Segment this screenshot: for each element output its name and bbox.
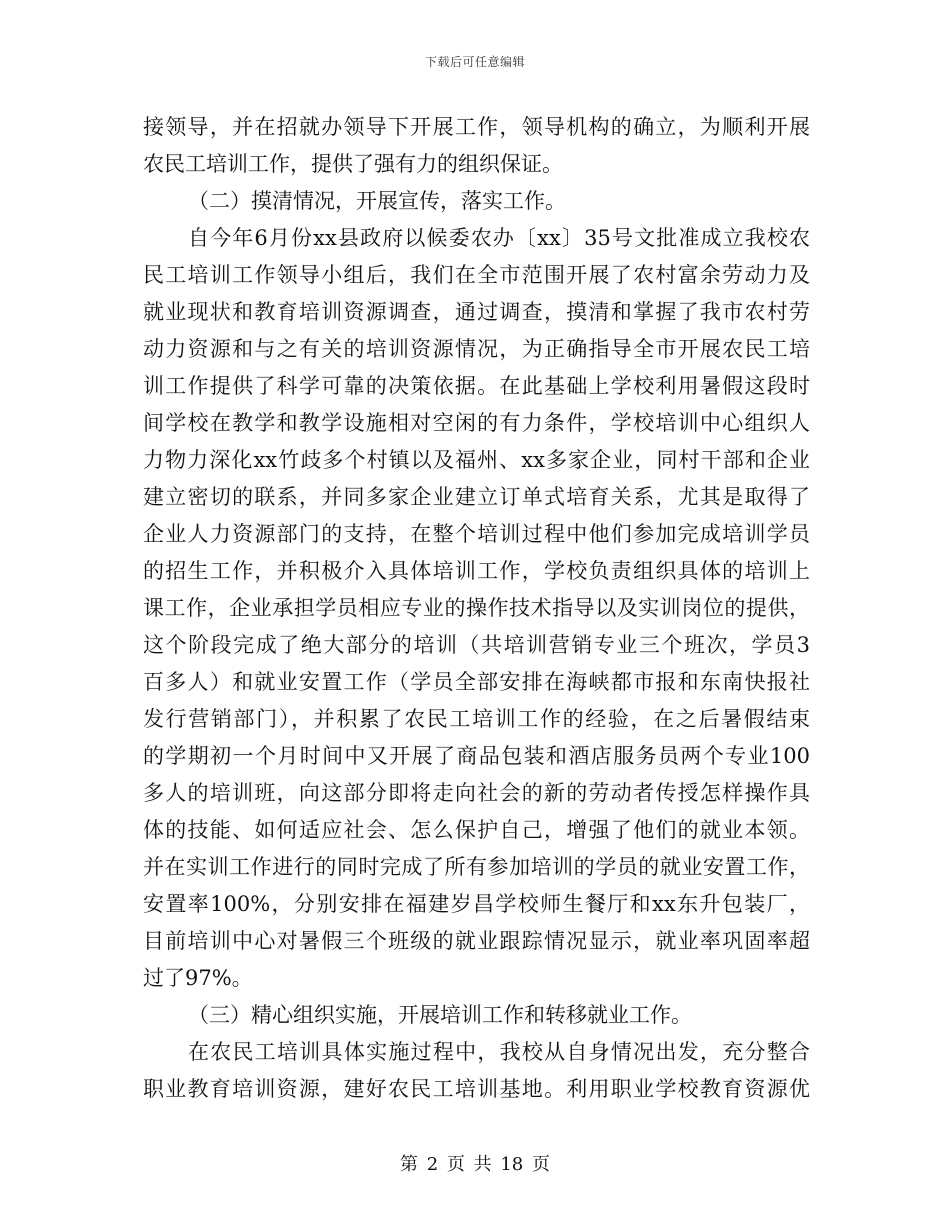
paragraph-line: 的招生工作，并积极介入具体培训工作，学校负责组织具体的培训上: [143, 559, 810, 583]
paragraph-line: 百多人）和就业安置工作（学员全部安排在海峡都市报和东南快报社: [143, 670, 810, 694]
paragraph-line: 自今年6月份xx县政府以候委农办〔xx〕35号文批准成立我校农: [188, 226, 810, 250]
paragraph-line: 力物力深化xx竹歧多个村镇以及福州、xx多家企业，同村干部和企业: [143, 448, 810, 472]
paragraph-line: 这个阶段完成了绝大部分的培训（共培训营销专业三个班次，学员3: [143, 633, 810, 657]
paragraph-line: 民工培训工作领导小组后，我们在全市范围开展了农村富余劳动力及: [143, 263, 810, 287]
paragraph: [143, 1034, 810, 1108]
paragraph-line: 农民工培训工作，提供了强有力的组织保证。: [143, 152, 563, 176]
paragraph-line: 接领导，并在招就办领导下开展工作，领导机构的确立，为顺利开展: [143, 115, 810, 139]
paragraph-line: 训工作提供了科学可靠的决策依据。在此基础上学校利用暑假这段时: [143, 374, 810, 398]
paragraph-line: 目前培训中心对暑假三个班级的就业跟踪情况显示，就业率巩固率超: [143, 929, 810, 953]
paragraph-line: 发行营销部门），并积累了农民工培训工作的经验，在之后暑假结束: [143, 707, 810, 731]
paragraph-line: 多人的培训班，向这部分即将走向社会的新的劳动者传授怎样操作具: [143, 781, 810, 805]
section-heading: [143, 183, 810, 220]
document-body: [143, 109, 810, 1108]
paragraph-line: 动力资源和与之有关的培训资源情况，为正确指导全市开展农民工培: [143, 337, 810, 361]
paragraph-line: 建立密切的联系，并同多家企业建立订单式培育关系，尤其是取得了: [143, 485, 810, 509]
section-heading-text: （二）摸清情况，开展宣传，落实工作。: [188, 189, 566, 213]
paragraph: [143, 109, 810, 183]
paragraph-line: 并在实训工作进行的同时完成了所有参加培训的学员的就业安置工作，: [143, 855, 810, 879]
paragraph-line: 职业教育培训资源，建好农民工培训基地。利用职业学校教育资源优: [143, 1077, 810, 1101]
paragraph-line: 间学校在教学和教学设施相对空闲的有力条件，学校培训中心组织人: [143, 411, 810, 435]
paragraph-line: 就业现状和教育培训资源调查，通过调查，摸清和掌握了我市农村劳: [143, 300, 810, 324]
paragraph-line: 课工作，企业承担学员相应专业的操作技术指导以及实训岗位的提供，: [143, 596, 810, 620]
section-heading: [143, 997, 810, 1034]
paragraph-line: 企业人力资源部门的支持，在整个培训过程中他们参加完成培训学员: [143, 522, 810, 546]
paragraph: [143, 220, 810, 997]
page-number-footer: 第 2 页 共 18 页: [400, 1154, 550, 1175]
paragraph-line: 的学期初一个月时间中又开展了商品包装和酒店服务员两个专业100: [143, 744, 810, 768]
section-heading-text: （三）精心组织实施，开展培训工作和转移就业工作。: [188, 1003, 692, 1027]
paragraph-line: 在农民工培训具体实施过程中，我校从自身情况出发，充分整合: [188, 1040, 810, 1064]
page-header: 下载后可任意编辑: [424, 55, 525, 69]
paragraph-line: 安置率100%，分别安排在福建岁昌学校师生餐厅和xx东升包装厂，: [143, 892, 810, 916]
paragraph-line: 体的技能、如何适应社会、怎么保护自己，增强了他们的就业本领。: [143, 818, 810, 842]
paragraph-line: 过了97%。: [143, 966, 253, 990]
